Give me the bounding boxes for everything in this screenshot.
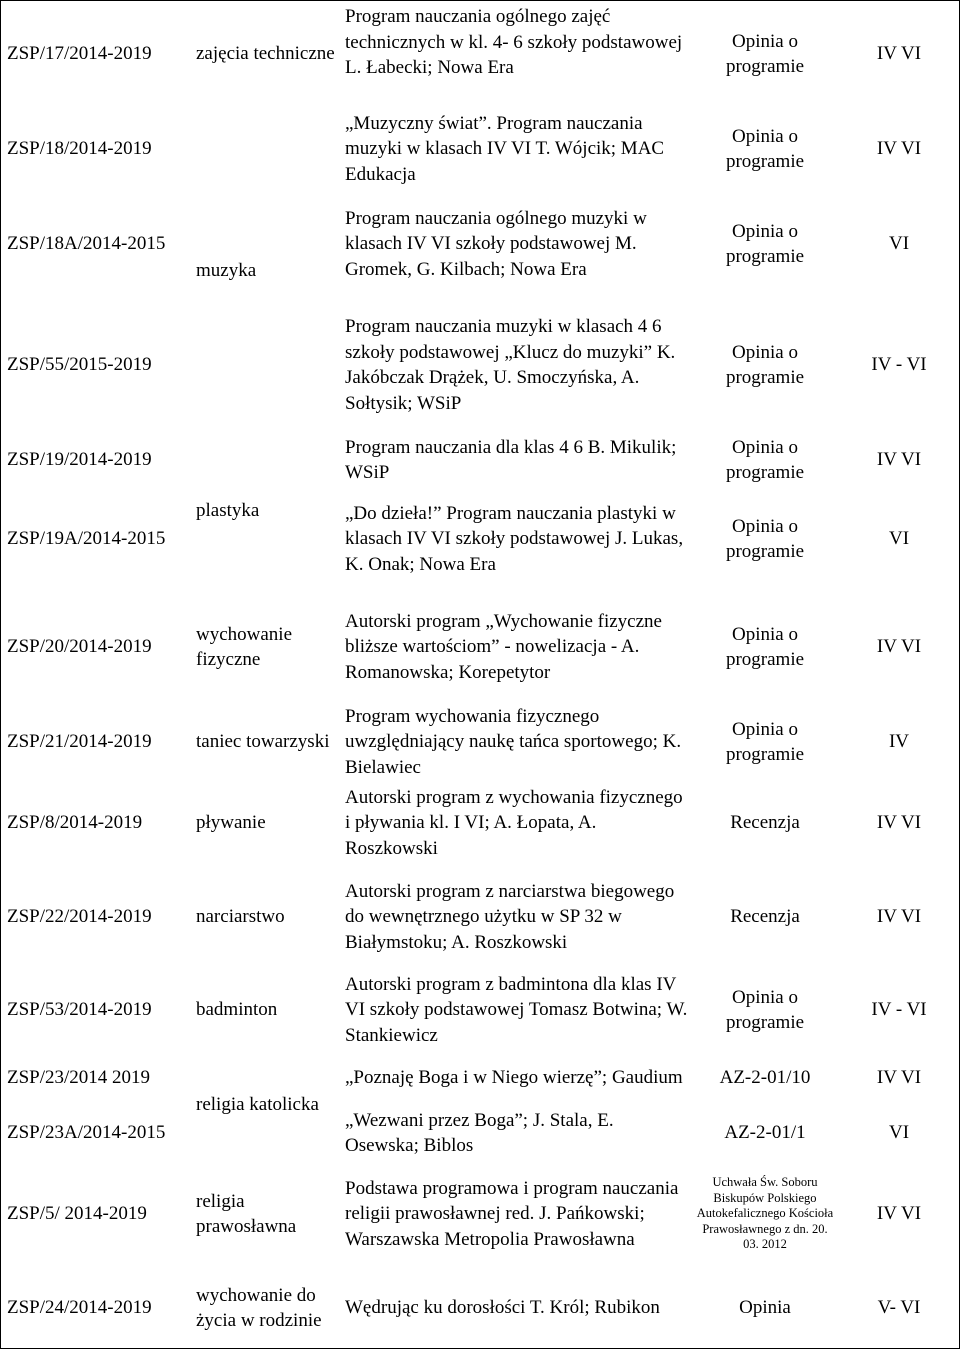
row-code: ZSP/23/2014 2019 bbox=[7, 1067, 151, 1089]
row-program: Podstawa programowa i program nauczania religii prawosławnej red. J. Pańkowski; Warszawska Metropolia Prawosławna bbox=[345, 1177, 679, 1250]
row-subject: badminton bbox=[196, 999, 278, 1021]
row-program: „Poznaję Boga i w Niego wierzę”; Gaudium bbox=[345, 1067, 683, 1089]
row-classes: VI bbox=[888, 233, 910, 255]
row-code: ZSP/20/2014-2019 bbox=[7, 636, 152, 658]
row-code: ZSP/24/2014-2019 bbox=[7, 1297, 152, 1319]
row-classes: VI bbox=[888, 528, 910, 550]
row-program: „Wezwani przez Boga”; J. Stala, E. Osewska; Biblos bbox=[345, 1109, 614, 1156]
row-code: ZSP/19/2014-2019 bbox=[7, 449, 152, 471]
row-code: ZSP/23A/2014-2015 bbox=[7, 1122, 166, 1144]
row-classes: V- VI bbox=[877, 1297, 921, 1319]
row-program: Autorski program z narciarstwa biegowego do wewnętrznego użytku w SP 32 w Białymstoku; A. Roszkowski bbox=[345, 880, 675, 953]
row-approval: AZ-2-01/10 bbox=[719, 1067, 811, 1089]
row-subject: wychowanie fizyczne bbox=[196, 623, 293, 670]
row-approval: Opinia o programie bbox=[725, 220, 805, 267]
row-approval: AZ-2-01/1 bbox=[724, 1122, 806, 1144]
row-subject: religia katolicka bbox=[196, 1094, 319, 1116]
row-classes: IV VI bbox=[876, 812, 922, 834]
row-classes: IV VI bbox=[876, 449, 922, 471]
row-code: ZSP/8/2014-2019 bbox=[7, 812, 143, 834]
row-approval: Opinia o programie bbox=[725, 341, 805, 388]
row-program: Program nauczania ogólnego muzyki w klasach IV VI szkoły podstawowej M. Gromek, G. Kilbach; Nowa Era bbox=[345, 207, 647, 280]
row-classes: VI bbox=[888, 1122, 910, 1144]
row-code: ZSP/21/2014-2019 bbox=[7, 731, 152, 753]
row-code: ZSP/5/ 2014-2019 bbox=[7, 1203, 147, 1225]
row-classes: IV VI bbox=[876, 138, 922, 160]
row-code: ZSP/22/2014-2019 bbox=[7, 906, 152, 928]
row-subject: pływanie bbox=[196, 812, 266, 834]
row-code: ZSP/55/2015-2019 bbox=[7, 354, 152, 376]
row-subject: plastyka bbox=[196, 500, 260, 522]
row-classes: IV bbox=[888, 731, 910, 753]
row-approval: Opinia o programie bbox=[725, 718, 805, 765]
row-classes: IV - VI bbox=[871, 354, 927, 376]
row-program: Autorski program „Wychowanie fizyczne bliższe wartościom” - nowelizacja - A. Romanowska; Korepetytor bbox=[345, 610, 662, 683]
row-approval: Opinia o programie bbox=[725, 986, 805, 1033]
row-program: Program nauczania dla klas 4 6 B. Mikulik; WSiP bbox=[345, 436, 677, 483]
row-program: Wędrując ku dorosłości T. Król; Rubikon bbox=[345, 1297, 660, 1319]
row-approval: Opinia o programie bbox=[725, 125, 805, 172]
row-approval: Opinia o programie bbox=[725, 436, 805, 483]
row-subject: zajęcia techniczne bbox=[196, 43, 335, 65]
row-program: Program nauczania ogólnego zajęć technicznych w kl. 4- 6 szkoły podstawowej L. Łabecki; Nowa Era bbox=[345, 6, 683, 78]
row-code: ZSP/17/2014-2019 bbox=[7, 43, 152, 65]
row-code: ZSP/18A/2014-2015 bbox=[7, 233, 166, 255]
row-code: ZSP/19A/2014-2015 bbox=[7, 528, 166, 550]
row-classes: IV VI bbox=[876, 1203, 922, 1225]
row-subject: muzyka bbox=[196, 260, 257, 282]
row-code: ZSP/18/2014-2019 bbox=[7, 138, 152, 160]
row-program: Autorski program z badmintona dla klas IV VI szkoły podstawowej Tomasz Botwina; W. Stankiewicz bbox=[345, 973, 688, 1046]
row-approval: Opinia o programie bbox=[725, 30, 805, 77]
row-classes: IV VI bbox=[876, 636, 922, 658]
row-classes: IV VI bbox=[876, 906, 922, 928]
row-subject: religia prawosławna bbox=[196, 1190, 297, 1237]
row-approval: Opinia bbox=[739, 1297, 791, 1319]
row-approval: Recenzja bbox=[730, 812, 800, 834]
row-program: „Do dzieła!” Program nauczania plastyki w klasach IV VI szkoły podstawowej J. Lukas, K. Onak; Nowa Era bbox=[345, 502, 684, 575]
row-code: ZSP/53/2014-2019 bbox=[7, 999, 152, 1021]
row-subject: narciarstwo bbox=[196, 906, 285, 928]
row-program: Program wychowania fizycznego uwzględniający naukę tańca sportowego; K. Bielawiec bbox=[345, 705, 682, 778]
row-subject: wychowanie do życia w rodzinie bbox=[196, 1284, 322, 1331]
row-approval: Uchwała Św. Soboru Biskupów Polskiego Autokefalicznego Kościoła Prawosławnego z dn. 20. 03. 2012 bbox=[696, 1175, 834, 1252]
row-program: „Muzyczny świat”. Program nauczania muzyki w klasach IV VI T. Wójcik; MAC Edukacja bbox=[345, 112, 665, 185]
row-program: Program nauczania muzyki w klasach 4 6 szkoły podstawowej „Klucz do muzyki” K. Jakóbczak Drążek, U. Smoczyńska, A. Sołtysik; WSiP bbox=[345, 316, 676, 414]
row-approval: Recenzja bbox=[730, 906, 800, 928]
row-classes: IV VI bbox=[876, 1067, 922, 1089]
row-approval: Opinia o programie bbox=[725, 515, 805, 562]
row-program: Autorski program z wychowania fizycznego i pływania kl. I VI; A. Łopata, A. Roszkowski bbox=[345, 786, 683, 859]
row-subject: taniec towarzyski bbox=[196, 731, 330, 753]
row-approval: Opinia o programie bbox=[725, 623, 805, 670]
row-classes: IV VI bbox=[876, 43, 922, 65]
row-classes: IV - VI bbox=[871, 999, 927, 1021]
